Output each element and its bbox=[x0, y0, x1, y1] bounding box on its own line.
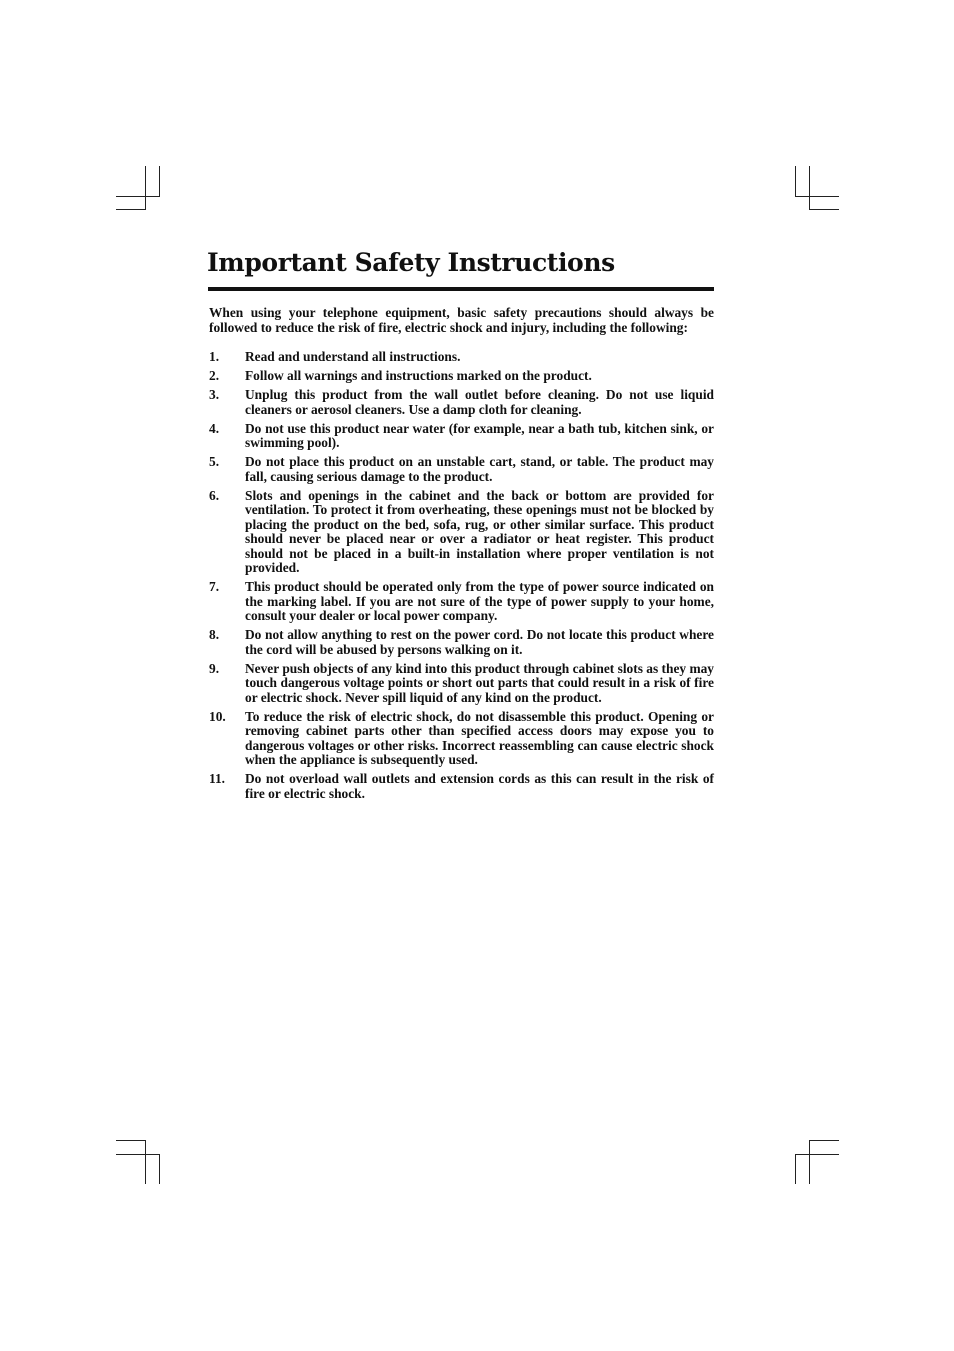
item-number: 3. bbox=[209, 387, 220, 402]
list-item bbox=[209, 662, 714, 706]
crop-mark-bottom-left-horizontal bbox=[116, 1154, 160, 1155]
list-item bbox=[209, 628, 714, 657]
item-number: 10. bbox=[209, 708, 226, 724]
item-number: 8. bbox=[209, 627, 220, 642]
list-item bbox=[209, 489, 714, 576]
list-item bbox=[209, 388, 714, 417]
item-number: 11. bbox=[209, 771, 225, 786]
list-item bbox=[209, 455, 714, 484]
item-number: 6. bbox=[209, 487, 220, 503]
crop-mark-top-left-horizontal bbox=[116, 196, 160, 197]
crop-mark-top-right-vertical bbox=[809, 166, 810, 210]
intro-paragraph: When using your telephone equipment, basic safety precautions should always be followed to reduce the risk of fire, electric shock and injury, including the following: bbox=[209, 305, 714, 335]
item-number: 4. bbox=[209, 420, 220, 436]
item-text: To reduce the risk of electric shock, do not disassemble this product. Opening or removing cabinet parts other than specified access doors may expose you to dangerous voltages or other risks. Incorrect reassembling can cause electric shock when the appliance is subsequently used. bbox=[245, 708, 714, 767]
item-text: Slots and openings in the cabinet and the back or bottom are provided for ventilation. To protect it from overheating, these openings must not be blocked by placing the product on the bed, sofa, rug, or other similar surface. This product should never be placed near or over a radiator or heat register. This product should not be placed in a built-in installation where proper ventilation is not provided. bbox=[245, 487, 714, 575]
list-item bbox=[209, 710, 714, 768]
crop-mark-bottom-right-horizontal bbox=[795, 1154, 839, 1155]
crop-mark-top-right-horizontal-inner bbox=[809, 209, 839, 210]
item-text: Unplug this product from the wall outlet before cleaning. Do not use liquid cleaners or aerosol cleaners. Use a damp cloth for cleaning. bbox=[245, 387, 714, 417]
crop-mark-top-left-vertical bbox=[145, 166, 146, 210]
crop-mark-bottom-right-horizontal-inner bbox=[809, 1140, 839, 1141]
page-title: Important Safety Instructions bbox=[207, 248, 615, 277]
title-underline-rule bbox=[208, 287, 714, 291]
crop-mark-bottom-left-horizontal-inner bbox=[116, 1140, 145, 1141]
item-text: Read and understand all instructions. bbox=[245, 349, 461, 364]
item-text: Do not allow anything to rest on the power cord. Do not locate this product where the cord will be abused by persons walking on it. bbox=[245, 627, 714, 657]
list-item bbox=[209, 369, 714, 384]
crop-mark-bottom-left-vertical bbox=[145, 1140, 146, 1184]
item-number: 2. bbox=[209, 368, 220, 383]
document-body bbox=[209, 306, 714, 806]
item-number: 7. bbox=[209, 579, 220, 594]
list-item bbox=[209, 772, 714, 801]
item-number: 5. bbox=[209, 454, 220, 469]
list-item bbox=[209, 580, 714, 624]
item-number: 9. bbox=[209, 660, 220, 676]
item-text: Do not overload wall outlets and extension cords as this can result in the risk of fire or electric shock. bbox=[245, 771, 714, 801]
item-number: 1. bbox=[209, 349, 220, 364]
item-text: Do not use this product near water (for example, near a bath tub, kitchen sink, or swimming pool). bbox=[245, 420, 714, 450]
list-item bbox=[209, 422, 714, 451]
crop-mark-top-right-horizontal bbox=[795, 196, 839, 197]
crop-mark-top-left-horizontal-inner bbox=[116, 209, 145, 210]
list-item bbox=[209, 350, 714, 365]
item-text: Do not place this product on an unstable cart, stand, or table. The product may fall, causing serious damage to the product. bbox=[245, 454, 714, 484]
crop-mark-bottom-right-vertical-outer bbox=[795, 1154, 796, 1184]
item-text: Never push objects of any kind into this product through cabinet slots as they may touch dangerous voltage points or short out parts that could result in a risk of fire or electric shock. Never spill liquid of any kind on the product. bbox=[245, 660, 714, 705]
item-text: Follow all warnings and instructions marked on the product. bbox=[245, 368, 592, 383]
crop-mark-top-right-vertical-outer bbox=[795, 166, 796, 197]
crop-mark-bottom-right-vertical bbox=[809, 1140, 810, 1184]
item-text: This product should be operated only from the type of power source indicated on the marking label. If you are not sure of the type of power supply to your home, consult your dealer or local power company. bbox=[245, 579, 714, 623]
safety-instructions-list bbox=[209, 350, 714, 801]
crop-mark-bottom-left-vertical-outer bbox=[159, 1154, 160, 1184]
crop-mark-top-left-vertical-outer bbox=[159, 166, 160, 197]
